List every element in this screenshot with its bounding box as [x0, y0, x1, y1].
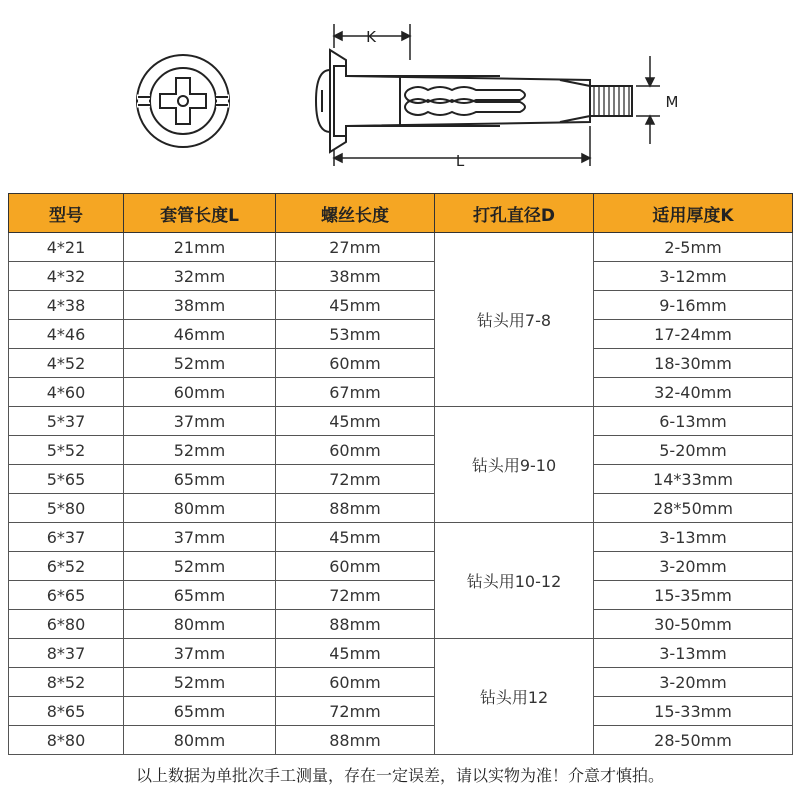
spec-table [8, 193, 793, 755]
cell-sleeve-length: 37mm [124, 639, 276, 668]
cell-model: 4*60 [9, 378, 124, 407]
header-drill-diameter: 打孔直径D [435, 194, 594, 233]
footer-note: 以上数据为单批次手工测量，存在一定误差，请以实物为准！介意才慎拍。 [135, 766, 664, 785]
cell-sleeve-length: 52mm [124, 668, 276, 697]
cell-screw-length: 45mm [276, 291, 435, 320]
table-row [9, 465, 793, 494]
table-row [9, 668, 793, 697]
table-row [9, 233, 793, 262]
cell-model: 8*80 [9, 726, 124, 755]
table-row [9, 262, 793, 291]
table-row [9, 320, 793, 349]
header-thickness: 适用厚度K [594, 194, 793, 233]
cell-model: 4*32 [9, 262, 124, 291]
table-row [9, 436, 793, 465]
cell-screw-length: 27mm [276, 233, 435, 262]
cell-sleeve-length: 32mm [124, 262, 276, 291]
table-row [9, 291, 793, 320]
cell-screw-length: 60mm [276, 436, 435, 465]
cell-thickness: 3-12mm [594, 262, 793, 291]
cell-thickness: 3-20mm [594, 668, 793, 697]
table-row [9, 407, 793, 436]
cell-sleeve-length: 37mm [124, 523, 276, 552]
table-header [9, 194, 793, 233]
table-row [9, 726, 793, 755]
cell-model: 6*37 [9, 523, 124, 552]
table-row [9, 523, 793, 552]
cell-screw-length: 53mm [276, 320, 435, 349]
cell-sleeve-length: 65mm [124, 465, 276, 494]
cell-thickness: 14*33mm [594, 465, 793, 494]
cell-screw-length: 60mm [276, 349, 435, 378]
cell-thickness: 30-50mm [594, 610, 793, 639]
drill-group [9, 407, 793, 523]
cell-sleeve-length: 65mm [124, 697, 276, 726]
dimension-label-m: M [665, 93, 679, 111]
cell-thickness: 5-20mm [594, 436, 793, 465]
table-row [9, 697, 793, 726]
drill-group [9, 523, 793, 639]
table-row [9, 378, 793, 407]
cell-screw-length: 72mm [276, 581, 435, 610]
cell-model: 5*52 [9, 436, 124, 465]
cell-model: 5*80 [9, 494, 124, 523]
cell-screw-length: 88mm [276, 494, 435, 523]
cell-model: 6*80 [9, 610, 124, 639]
anchor-diagram [0, 0, 800, 190]
drill-group [9, 639, 793, 755]
drill-group [9, 233, 793, 407]
cell-sleeve-length: 60mm [124, 378, 276, 407]
table-row [9, 552, 793, 581]
cell-screw-length: 72mm [276, 697, 435, 726]
side-view-drawing [316, 50, 632, 152]
cell-sleeve-length: 80mm [124, 726, 276, 755]
cell-sleeve-length: 46mm [124, 320, 276, 349]
cell-drill-diameter: 钻头用10-12 [435, 523, 594, 639]
dimension-lines [334, 24, 660, 166]
cell-thickness: 17-24mm [594, 320, 793, 349]
cell-model: 5*37 [9, 407, 124, 436]
cell-thickness: 9-16mm [594, 291, 793, 320]
cell-sleeve-length: 80mm [124, 494, 276, 523]
cell-model: 8*65 [9, 697, 124, 726]
cell-drill-diameter: 钻头用7-8 [435, 233, 594, 407]
cell-sleeve-length: 80mm [124, 610, 276, 639]
cell-model: 8*37 [9, 639, 124, 668]
cell-sleeve-length: 38mm [124, 291, 276, 320]
cell-screw-length: 45mm [276, 523, 435, 552]
cell-thickness: 18-30mm [594, 349, 793, 378]
cell-model: 8*52 [9, 668, 124, 697]
cell-sleeve-length: 52mm [124, 349, 276, 378]
cell-model: 6*65 [9, 581, 124, 610]
cell-sleeve-length: 21mm [124, 233, 276, 262]
header-sleeve-length: 套管长度L [124, 194, 276, 233]
end-view-drawing [137, 55, 229, 147]
table-row [9, 639, 793, 668]
cell-sleeve-length: 37mm [124, 407, 276, 436]
cell-model: 4*46 [9, 320, 124, 349]
cell-thickness: 28*50mm [594, 494, 793, 523]
dimension-label-k: K [366, 28, 376, 46]
cell-thickness: 3-13mm [594, 523, 793, 552]
cell-thickness: 15-33mm [594, 697, 793, 726]
cell-sleeve-length: 52mm [124, 436, 276, 465]
cell-screw-length: 60mm [276, 552, 435, 581]
dimension-label-l: L [455, 152, 465, 170]
cell-screw-length: 38mm [276, 262, 435, 291]
cell-drill-diameter: 钻头用12 [435, 639, 594, 755]
cell-model: 5*65 [9, 465, 124, 494]
table-row [9, 494, 793, 523]
header-row [9, 194, 793, 233]
cell-thickness: 2-5mm [594, 233, 793, 262]
cell-screw-length: 45mm [276, 407, 435, 436]
cell-thickness: 28-50mm [594, 726, 793, 755]
cell-screw-length: 45mm [276, 639, 435, 668]
cell-sleeve-length: 52mm [124, 552, 276, 581]
table-row [9, 581, 793, 610]
cell-thickness: 32-40mm [594, 378, 793, 407]
cell-screw-length: 72mm [276, 465, 435, 494]
cell-screw-length: 60mm [276, 668, 435, 697]
cell-model: 4*21 [9, 233, 124, 262]
header-model: 型号 [9, 194, 124, 233]
cell-thickness: 15-35mm [594, 581, 793, 610]
cell-drill-diameter: 钻头用9-10 [435, 407, 594, 523]
table-row [9, 349, 793, 378]
cell-screw-length: 88mm [276, 726, 435, 755]
cell-thickness: 6-13mm [594, 407, 793, 436]
cell-thickness: 3-20mm [594, 552, 793, 581]
cell-model: 6*52 [9, 552, 124, 581]
cell-model: 4*52 [9, 349, 124, 378]
cell-model: 4*38 [9, 291, 124, 320]
header-screw-length: 螺丝长度 [276, 194, 435, 233]
cell-screw-length: 88mm [276, 610, 435, 639]
cell-sleeve-length: 65mm [124, 581, 276, 610]
table-row [9, 610, 793, 639]
cell-thickness: 3-13mm [594, 639, 793, 668]
cell-screw-length: 67mm [276, 378, 435, 407]
